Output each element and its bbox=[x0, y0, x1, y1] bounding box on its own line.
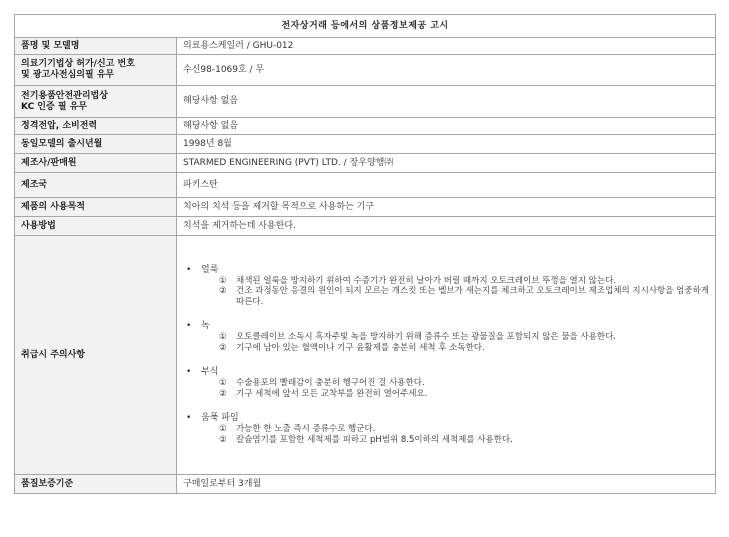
care-section-heading bbox=[183, 366, 709, 378]
release-date-label: 동일모델의 출시년월 bbox=[15, 135, 177, 154]
item-number: ② bbox=[219, 434, 227, 445]
item-number: ② bbox=[219, 388, 227, 399]
bullet-icon: • bbox=[186, 321, 192, 332]
list-item bbox=[183, 332, 709, 343]
release-date-value: 1998년 8월 bbox=[177, 135, 716, 154]
item-text: 건조 과정동안 응결의 원인이 되지 모르는 개스킷 또는 벨브가 새는지를 체크하고 오토크레이브 제조업체의 지시사항을 엄중하게 따른다. bbox=[236, 286, 710, 307]
table-row-country bbox=[15, 173, 716, 198]
table-row-rated-voltage bbox=[15, 118, 716, 135]
item-number: ① bbox=[219, 378, 227, 389]
product-info-table bbox=[14, 14, 716, 494]
care-label: 취급시 주의사항 bbox=[15, 236, 177, 475]
item-text: 수술용포의 빨래감이 충분히 헹구어진 걸 사용한다. bbox=[236, 378, 425, 389]
bullet-icon: • bbox=[186, 264, 192, 275]
list-item bbox=[183, 435, 709, 446]
item-text: 가능한 한 노출 즉시 증류수로 헹군다. bbox=[236, 424, 376, 435]
item-text: 기구에 남아 있는 혈액이나 기구 윤활제를 충분히 세척 후 소독한다. bbox=[236, 342, 485, 353]
warranty-value: 구매일로부터 3개월 bbox=[177, 475, 716, 494]
country-value: 파키스탄 bbox=[177, 173, 716, 198]
usage-label: 사용방법 bbox=[15, 217, 177, 236]
item-text: 칼슘염기를 포함한 세척제를 피하고 pH범위 8.5이하의 세척제를 사용한다. bbox=[236, 434, 513, 445]
rated-voltage-label: 정격전압, 소비전력 bbox=[15, 118, 177, 135]
list-item bbox=[183, 389, 709, 400]
item-text: 기구 세척에 앞서 모든 교착부를 완전히 열어주세요. bbox=[236, 388, 428, 399]
table-row-usage bbox=[15, 217, 716, 236]
table-row-purpose bbox=[15, 198, 716, 217]
care-section-rust bbox=[183, 320, 709, 353]
purpose-label: 제품의 사용목적 bbox=[15, 198, 177, 217]
bullet-icon: • bbox=[186, 413, 192, 424]
care-section-title: 녹 bbox=[201, 321, 210, 332]
usage-value: 치석을 제거하는데 사용한다. bbox=[177, 217, 716, 236]
list-item bbox=[183, 424, 709, 435]
permit-number-label: 의료기기법상 허가/신고 번호 및 광고사전심의필 유무 bbox=[15, 55, 177, 86]
product-name-label: 품명 및 모델명 bbox=[15, 38, 177, 55]
table-row-care bbox=[15, 236, 716, 475]
list-item bbox=[183, 286, 709, 307]
bullet-icon: • bbox=[186, 367, 192, 378]
product-name-value: 의료용스케일러 / GHU-012 bbox=[177, 38, 716, 55]
title-row bbox=[15, 15, 716, 38]
permit-number-value: 수신98-1069호 / 무 bbox=[177, 55, 716, 86]
item-text: 오토클레이브 소독시 흑자주빛 녹을 방지하기 위해 증류수 또는 광물질을 포함되지 않은 물을 사용한다. bbox=[236, 332, 616, 343]
table-row-kc-cert bbox=[15, 86, 716, 118]
table-row-warranty bbox=[15, 475, 716, 494]
care-section-stain bbox=[183, 264, 709, 308]
item-number: ① bbox=[219, 275, 227, 286]
care-section-heading bbox=[183, 320, 709, 332]
care-content bbox=[177, 236, 716, 475]
purpose-value: 치아의 치석 등을 제거할 목적으로 사용하는 기구 bbox=[177, 198, 716, 217]
warranty-label: 품질보증기준 bbox=[15, 475, 177, 494]
list-item bbox=[183, 378, 709, 389]
kc-cert-value: 해당사항 없음 bbox=[177, 86, 716, 118]
list-item bbox=[183, 276, 709, 287]
list-item bbox=[183, 343, 709, 354]
notice-title: 전자상거래 등에서의 상품정보제공 고시 bbox=[15, 15, 716, 38]
care-section-heading bbox=[183, 412, 709, 424]
care-section-heading bbox=[183, 264, 709, 276]
table-row-product-name bbox=[15, 38, 716, 55]
item-number: ① bbox=[219, 332, 227, 343]
care-section-title: 얼룩 bbox=[201, 264, 219, 275]
care-section-pitting bbox=[183, 412, 709, 445]
item-text: 채색된 얼룩을 방지하기 위하여 수증기가 완전히 날아가 버릴 때까지 오토크레이브 뚜껑을 열지 않는다. bbox=[236, 275, 616, 286]
product-info-notice bbox=[14, 14, 715, 494]
item-number: ② bbox=[219, 286, 227, 297]
manufacturer-value: STARMED ENGINEERING (PVT) LTD. / 장우양행㈜ bbox=[177, 154, 716, 173]
item-number: ① bbox=[219, 424, 227, 435]
kc-cert-label: 전기용품안전관리법상 KC 인증 필 유무 bbox=[15, 86, 177, 118]
item-number: ② bbox=[219, 342, 227, 353]
rated-voltage-value: 해당사항 없음 bbox=[177, 118, 716, 135]
table-row-permit-number bbox=[15, 55, 716, 86]
care-section-title: 부식 bbox=[201, 367, 219, 378]
country-label: 제조국 bbox=[15, 173, 177, 198]
care-section-title: 움푹 파임 bbox=[201, 413, 239, 424]
table-row-manufacturer bbox=[15, 154, 716, 173]
table-row-release-date bbox=[15, 135, 716, 154]
manufacturer-label: 제조사/판매원 bbox=[15, 154, 177, 173]
care-section-corrosion bbox=[183, 366, 709, 399]
